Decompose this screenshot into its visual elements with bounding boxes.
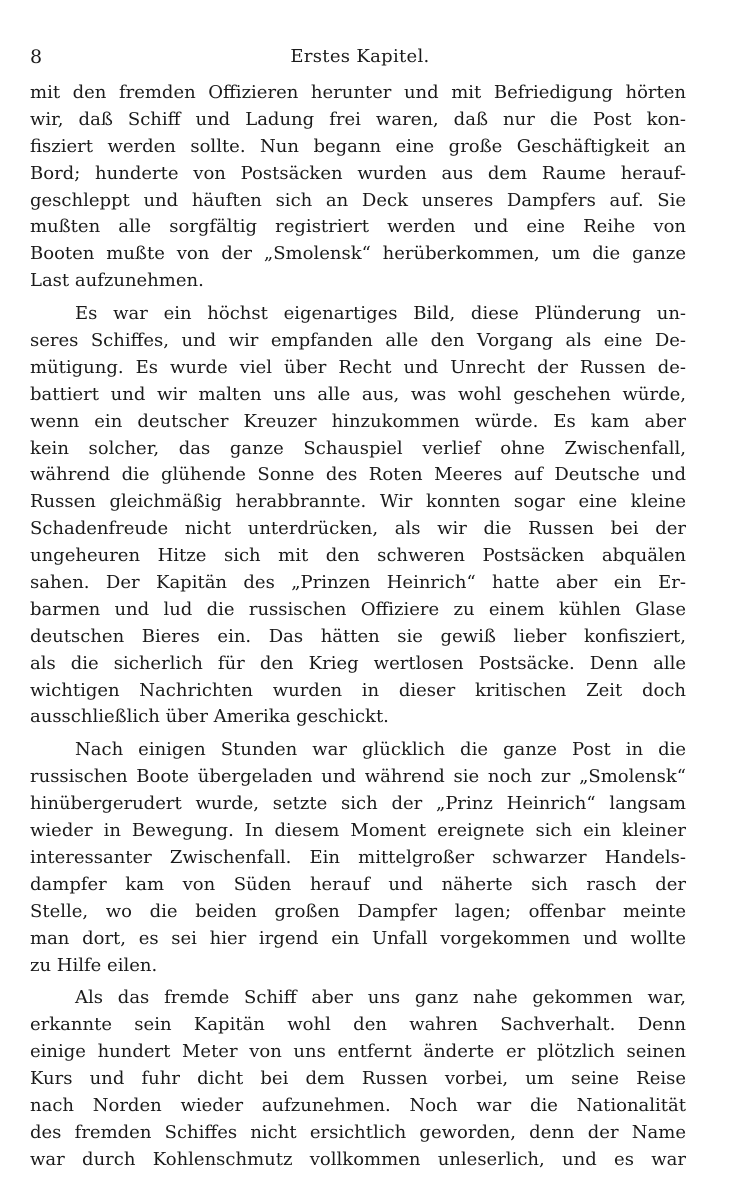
text-line: nach Norden wieder aufzunehmen. Noch war die Nationalität bbox=[30, 1094, 686, 1116]
text-line: Booten mußte von der „Smolensk“ herüberkommen, um die ganze bbox=[30, 243, 686, 265]
text-line: battiert und wir malten uns alle aus, was wohl geschehen würde, bbox=[30, 383, 686, 405]
text-line: hinübergerudert wurde, setzte sich der „Prinz Heinrich“ langsam bbox=[30, 793, 686, 815]
text-line: ausschließlich über Amerika geschickt. bbox=[30, 706, 389, 728]
text-line: deutschen Bieres ein. Das hätten sie gewiß lieber konfisziert, bbox=[30, 625, 686, 647]
text-line: mit den fremden Offizieren herunter und mit Befriedigung hörten bbox=[30, 82, 686, 103]
paragraph bbox=[30, 985, 686, 1173]
text-line: barmen und lud die russischen Offiziere zu einem kühlen Glase bbox=[30, 598, 686, 620]
text-line: dampfer kam von Süden herauf und näherte sich rasch der bbox=[30, 873, 686, 895]
text-line: russischen Boote übergeladen und während sie noch zur „Smolensk“ bbox=[30, 766, 686, 788]
text-line: als die sicherlich für den Krieg wertlosen Postsäcke. Denn alle bbox=[30, 652, 686, 674]
text-line: wir, daß Schiff und Ladung frei waren, daß nur die Post kon- bbox=[30, 108, 686, 130]
text-line: einige hundert Meter von uns entfernt änderte er plötzlich seinen bbox=[30, 1041, 686, 1063]
text-line: mußten alle sorgfältig registriert werden und eine Reihe von bbox=[30, 216, 686, 238]
paragraph bbox=[30, 80, 686, 295]
text-line: Es war ein höchst eigenartiges Bild, diese Plünderung un- bbox=[75, 303, 686, 325]
text-line: Stelle, wo die beiden großen Dampfer lagen; offenbar meinte bbox=[30, 900, 686, 922]
text-line: ungeheuren Hitze sich mit den schweren Postsäcken abquälen bbox=[30, 545, 686, 567]
text-line: man dort, es sei hier irgend ein Unfall vorgekommen und wollte bbox=[30, 927, 686, 949]
text-line: Schadenfreude nicht unterdrücken, als wir die Russen bei der bbox=[30, 518, 686, 540]
text-line: zu Hilfe eilen. bbox=[30, 954, 158, 976]
paragraph bbox=[30, 301, 686, 731]
text-line: Kurs und fuhr dicht bei dem Russen vorbei, um seine Reise bbox=[30, 1068, 686, 1090]
text-line: wenn ein deutscher Kreuzer hinzukommen würde. Es kam aber bbox=[30, 410, 686, 432]
text-line: Bord; hunderte von Postsäcken wurden aus dem Raume herauf- bbox=[30, 162, 686, 184]
text-line: während die glühende Sonne des Roten Meeres auf Deutsche und bbox=[30, 464, 686, 486]
text-line: des fremden Schiffes nicht ersichtlich geworden, denn der Name bbox=[30, 1121, 686, 1143]
text-line: fisziert werden sollte. Nun begann eine große Geschäftigkeit an bbox=[30, 135, 686, 157]
text-line: Russen gleichmäßig herabbrannte. Wir konnten sogar eine kleine bbox=[30, 491, 686, 513]
page-number: 8 bbox=[30, 46, 43, 68]
text-line: war durch Kohlenschmutz vollkommen unleserlich, und es war bbox=[30, 1148, 686, 1170]
text-line: seres Schiffes, und wir empfanden alle den Vorgang als eine De- bbox=[30, 330, 686, 352]
text-line: interessanter Zwischenfall. Ein mittelgroßer schwarzer Handels- bbox=[30, 846, 686, 868]
text-line: wichtigen Nachrichten wurden in dieser kritischen Zeit doch bbox=[30, 679, 686, 701]
text-line: Nach einigen Stunden war glücklich die ganze Post in die bbox=[75, 739, 686, 761]
text-line: mütigung. Es wurde viel über Recht und Unrecht der Russen de- bbox=[30, 356, 686, 378]
paragraph bbox=[30, 737, 686, 979]
text-line: wieder in Bewegung. In diesem Moment ereignete sich ein kleiner bbox=[30, 820, 686, 842]
text-line: geschleppt und häuften sich an Deck unseres Dampfers auf. Sie bbox=[30, 189, 686, 211]
text-line: Als das fremde Schiff aber uns ganz nahe gekommen war, bbox=[75, 987, 686, 1009]
text-line: erkannte sein Kapitän wohl den wahren Sachverhalt. Denn bbox=[30, 1014, 686, 1036]
text-line: Last aufzunehmen. bbox=[30, 270, 204, 292]
page-header bbox=[30, 46, 690, 76]
body-text bbox=[30, 80, 686, 1174]
running-head: Erstes Kapitel. bbox=[290, 46, 430, 67]
text-line: sahen. Der Kapitän des „Prinzen Heinrich“ hatte aber ein Er- bbox=[30, 572, 686, 594]
text-line: kein solcher, das ganze Schauspiel verlief ohne Zwischenfall, bbox=[30, 437, 686, 459]
